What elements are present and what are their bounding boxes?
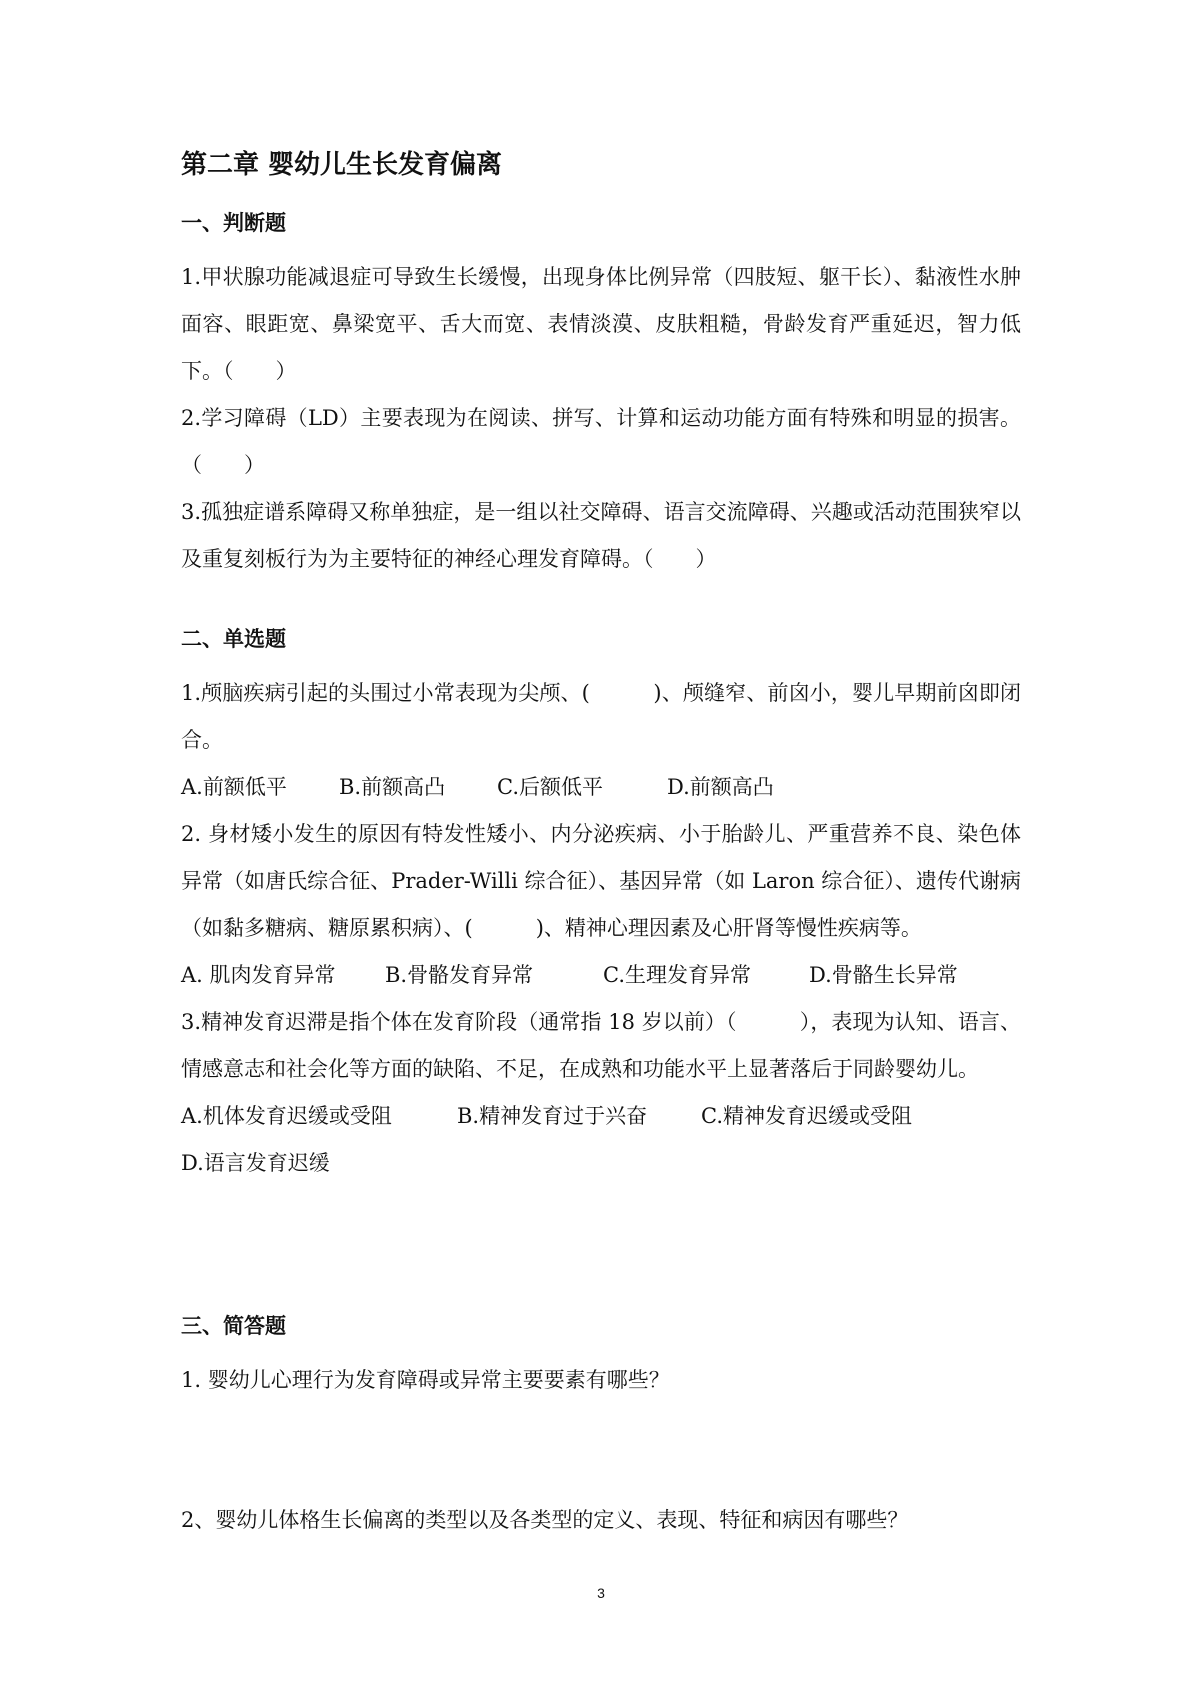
- document-page: [181, 0, 1021, 1684]
- option-d: D.语言发育迟缓: [181, 1151, 330, 1175]
- option-c: C.后额低平: [497, 775, 603, 799]
- chapter-title: 第二章 婴幼儿生长发育偏离: [181, 150, 503, 180]
- option-d: D.骨骼生长异常: [809, 963, 958, 987]
- option-c: C.精神发育迟缓或受阻: [701, 1104, 912, 1128]
- short-answer-question-1: 1. 婴幼儿心理行为发育障碍或异常主要要素有哪些？: [181, 1368, 670, 1392]
- option-a: A.机体发育迟缓或受阻: [181, 1104, 392, 1128]
- section-heading-single-choice: 二、单选题: [181, 627, 286, 651]
- single-choice-question-2-stem: 2. 身材矮小发生的原因有特发性矮小、内分泌疾病、小于胎龄儿、严重营养不良、染色体异常（如唐氏综合征、Prader-Willi 综合征）、基因异常（如 Laron 综合征）、遗传代谢病（如黏多糖病、糖原累积病）、( )、精神心理因素及心肝肾等慢性疾病等。: [181, 822, 1021, 940]
- single-choice-question-1-options: [181, 764, 1021, 811]
- single-choice-question-3-options-row-2: [181, 1140, 1021, 1187]
- section-heading-short-answer: 三、简答题: [181, 1314, 286, 1338]
- short-answer-question-2: 2、婴幼儿体格生长偏离的类型以及各类型的定义、表现、特征和病因有哪些？: [181, 1508, 909, 1532]
- page-number: 3: [597, 1585, 605, 1601]
- single-choice-question-1-stem: 1.颅脑疾病引起的头围过小常表现为尖颅、( )、颅缝窄、前囟小，婴儿早期前囟即闭合。: [181, 681, 1021, 752]
- option-c: C.生理发育异常: [603, 963, 751, 987]
- single-choice-questions: [181, 670, 1021, 1187]
- option-a: A. 肌肉发育异常: [181, 963, 336, 987]
- single-choice-question-2-options: [181, 952, 1021, 999]
- option-d: D.前额高凸: [667, 775, 774, 799]
- option-b: B.骨骼发育异常: [385, 963, 534, 987]
- option-a: A.前额低平: [181, 775, 287, 799]
- true-false-question-2: 2.学习障碍（LD）主要表现为在阅读、拼写、计算和运动功能方面有特殊和明显的损害。（ ）: [181, 406, 1021, 477]
- true-false-question-3: 3.孤独症谱系障碍又称单独症，是一组以社交障碍、语言交流障碍、兴趣或活动范围狭窄以及重复刻板行为为主要特征的神经心理发育障碍。（ ）: [181, 500, 1021, 571]
- true-false-questions: [181, 254, 1021, 583]
- single-choice-question-3-stem: 3.精神发育迟滞是指个体在发育阶段（通常指 18 岁以前）（ ），表现为认知、语言、情感意志和社会化等方面的缺陷、不足，在成熟和功能水平上显著落后于同龄婴幼儿。: [181, 1010, 1021, 1081]
- single-choice-question-3-options-row-1: [181, 1093, 1021, 1140]
- short-answer-question-2-block: [181, 1497, 1021, 1544]
- option-b: B.精神发育过于兴奋: [457, 1104, 648, 1128]
- section-heading-true-false: 一、判断题: [181, 211, 286, 235]
- short-answer-question-1-block: [181, 1357, 1021, 1404]
- true-false-question-1: 1.甲状腺功能减退症可导致生长缓慢，出现身体比例异常（四肢短、躯干长）、黏液性水肿面容、眼距宽、鼻梁宽平、舌大而宽、表情淡漠、皮肤粗糙，骨龄发育严重延迟，智力低下。（ ）: [181, 265, 1021, 383]
- option-b: B.前额高凸: [339, 775, 446, 799]
